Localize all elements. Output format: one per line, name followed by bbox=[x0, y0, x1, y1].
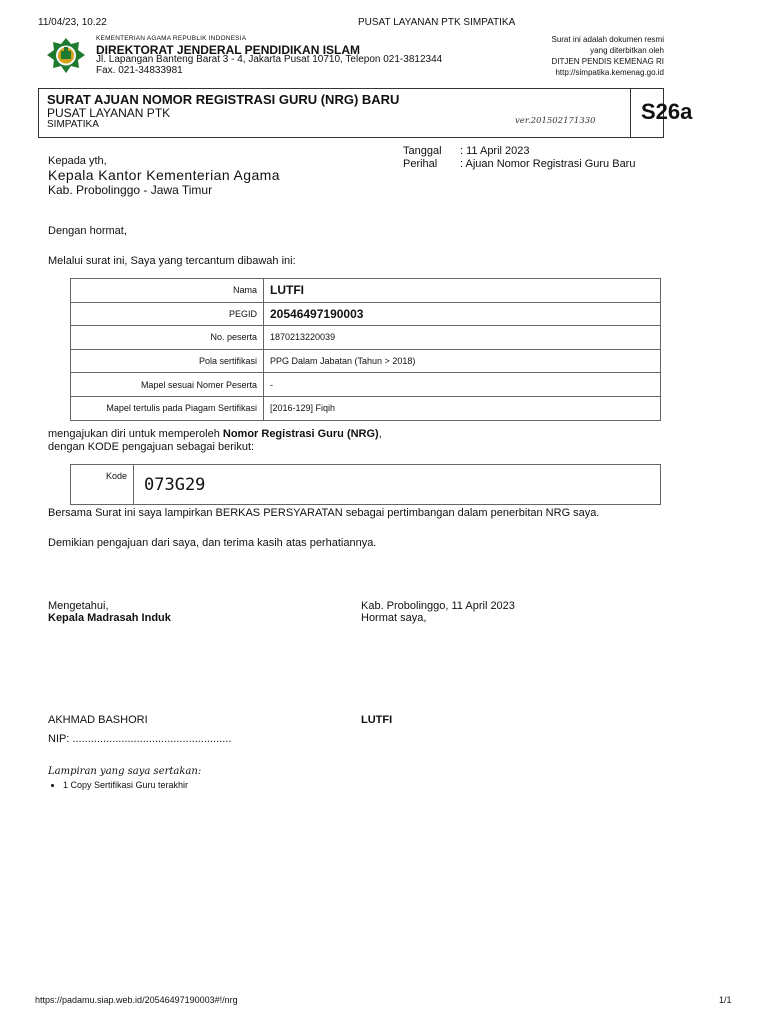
detail-label: No. peserta bbox=[71, 326, 264, 350]
table-row bbox=[71, 349, 661, 373]
kemenag-logo bbox=[46, 37, 86, 74]
intro-text: Melalui surat ini, Saya yang tercantum dibawah ini: bbox=[48, 255, 296, 267]
table-row bbox=[71, 396, 661, 420]
print-url: https://padamu.siap.web.id/20546497190003#!/nrg bbox=[35, 995, 238, 1005]
print-page-number: 1/1 bbox=[719, 995, 732, 1005]
date-value: : 11 April 2023 bbox=[460, 145, 530, 157]
code-label: Kode bbox=[71, 465, 134, 505]
letter-subtitle: PUSAT LAYANAN PTK bbox=[47, 106, 171, 120]
table-row bbox=[71, 465, 661, 505]
sign-left-line1: Mengetahui, bbox=[48, 600, 109, 612]
request-post: , bbox=[378, 428, 382, 440]
official-notice bbox=[464, 34, 664, 78]
detail-label: PEGID bbox=[71, 302, 264, 326]
recipient-name: Kepala Kantor Kementerian Agama bbox=[48, 167, 280, 183]
ministry-name: KEMENTERIAN AGAMA REPUBLIK INDONESIA bbox=[96, 35, 247, 42]
detail-value: 1870213220039 bbox=[264, 326, 661, 350]
org-address: Jl. Lapangan Banteng Barat 3 - 4, Jakarta Pusat 10710, Telepon 021-3812344 bbox=[96, 54, 443, 65]
sign-right-line2: Hormat saya, bbox=[361, 612, 427, 624]
detail-label: Mapel tertulis pada Piagam Sertifikasi bbox=[71, 396, 264, 420]
table-row bbox=[71, 279, 661, 303]
print-datetime: 11/04/23, 10.22 bbox=[38, 17, 107, 28]
detail-label: Nama bbox=[71, 279, 264, 303]
form-code-box bbox=[630, 89, 693, 137]
letter-title: SURAT AJUAN NOMOR REGISTRASI GURU (NRG) BARU bbox=[47, 92, 400, 107]
detail-label: Pola sertifikasi bbox=[71, 349, 264, 373]
request-pre: mengajukan diri untuk memperoleh bbox=[48, 428, 223, 440]
attachments-title: Lampiran yang saya sertakan: bbox=[48, 766, 202, 777]
date-label: Tanggal bbox=[403, 145, 442, 157]
sign-left-line2: Kepala Madrasah Induk bbox=[48, 612, 171, 624]
table-row bbox=[71, 302, 661, 326]
notice-line: Surat ini adalah dokumen resmi bbox=[551, 35, 664, 44]
applicant-sign-name: LUTFI bbox=[361, 714, 393, 726]
request-text bbox=[48, 428, 382, 440]
notice-line: yang diterbitkan oleh bbox=[590, 46, 664, 55]
detail-value: LUTFI bbox=[264, 279, 661, 303]
detail-label: Mapel sesuai Nomer Peserta bbox=[71, 373, 264, 397]
table-row bbox=[71, 373, 661, 397]
letter-title-box bbox=[38, 88, 693, 138]
request-bold: Nomor Registrasi Guru (NRG) bbox=[222, 428, 379, 440]
detail-value: PPG Dalam Jabatan (Tahun > 2018) bbox=[264, 349, 661, 373]
list-item: • 1 Copy Sertifikasi Guru terakhir bbox=[63, 780, 188, 790]
recipient-greeting: Kepada yth, bbox=[48, 155, 107, 167]
attachments-list bbox=[48, 780, 188, 790]
notice-line: DITJEN PENDIS KEMENAG RI bbox=[551, 57, 664, 66]
org-fax: Fax. 021-34833981 bbox=[96, 65, 183, 76]
sign-right-line1: Kab. Probolinggo, 11 April 2023 bbox=[361, 600, 515, 612]
recipient-location: Kab. Probolinggo - Jawa Timur bbox=[48, 183, 213, 197]
subject-value: : Ajuan Nomor Registrasi Guru Baru bbox=[460, 158, 636, 170]
table-row bbox=[71, 326, 661, 350]
code-value: 073G29 bbox=[134, 465, 661, 505]
detail-value: - bbox=[264, 373, 661, 397]
form-code: S26a bbox=[641, 99, 693, 124]
print-page-title: PUSAT LAYANAN PTK SIMPATIKA bbox=[358, 17, 516, 28]
headmaster-name: AKHMAD BASHORI bbox=[48, 714, 148, 726]
notice-url: http://simpatika.kemenag.go.id bbox=[555, 68, 664, 77]
detail-value: 20546497190003 bbox=[264, 302, 661, 326]
attachment-note: Bersama Surat ini saya lampirkan BERKAS PERSYARATAN sebagai pertimbangan dalam penerbitan NRG saya. bbox=[48, 507, 600, 519]
submission-code-table bbox=[70, 464, 661, 505]
salutation: Dengan hormat, bbox=[48, 225, 127, 237]
detail-value: [2016-129] Fiqih bbox=[264, 396, 661, 420]
letter-system: SIMPATIKA bbox=[47, 119, 99, 130]
directorate-name: DIREKTORAT JENDERAL PENDIDIKAN ISLAM bbox=[96, 43, 361, 57]
subject-label: Perihal bbox=[403, 158, 438, 170]
applicant-details-table bbox=[70, 278, 661, 421]
closing-text: Demikian pengajuan dari saya, dan terima kasih atas perhatiannya. bbox=[48, 537, 377, 549]
request-line2: dengan KODE pengajuan sebagai berikut: bbox=[48, 441, 255, 453]
headmaster-nip: NIP: .................................................... bbox=[48, 733, 232, 745]
letter-version: ver.201502171330 bbox=[515, 116, 596, 126]
